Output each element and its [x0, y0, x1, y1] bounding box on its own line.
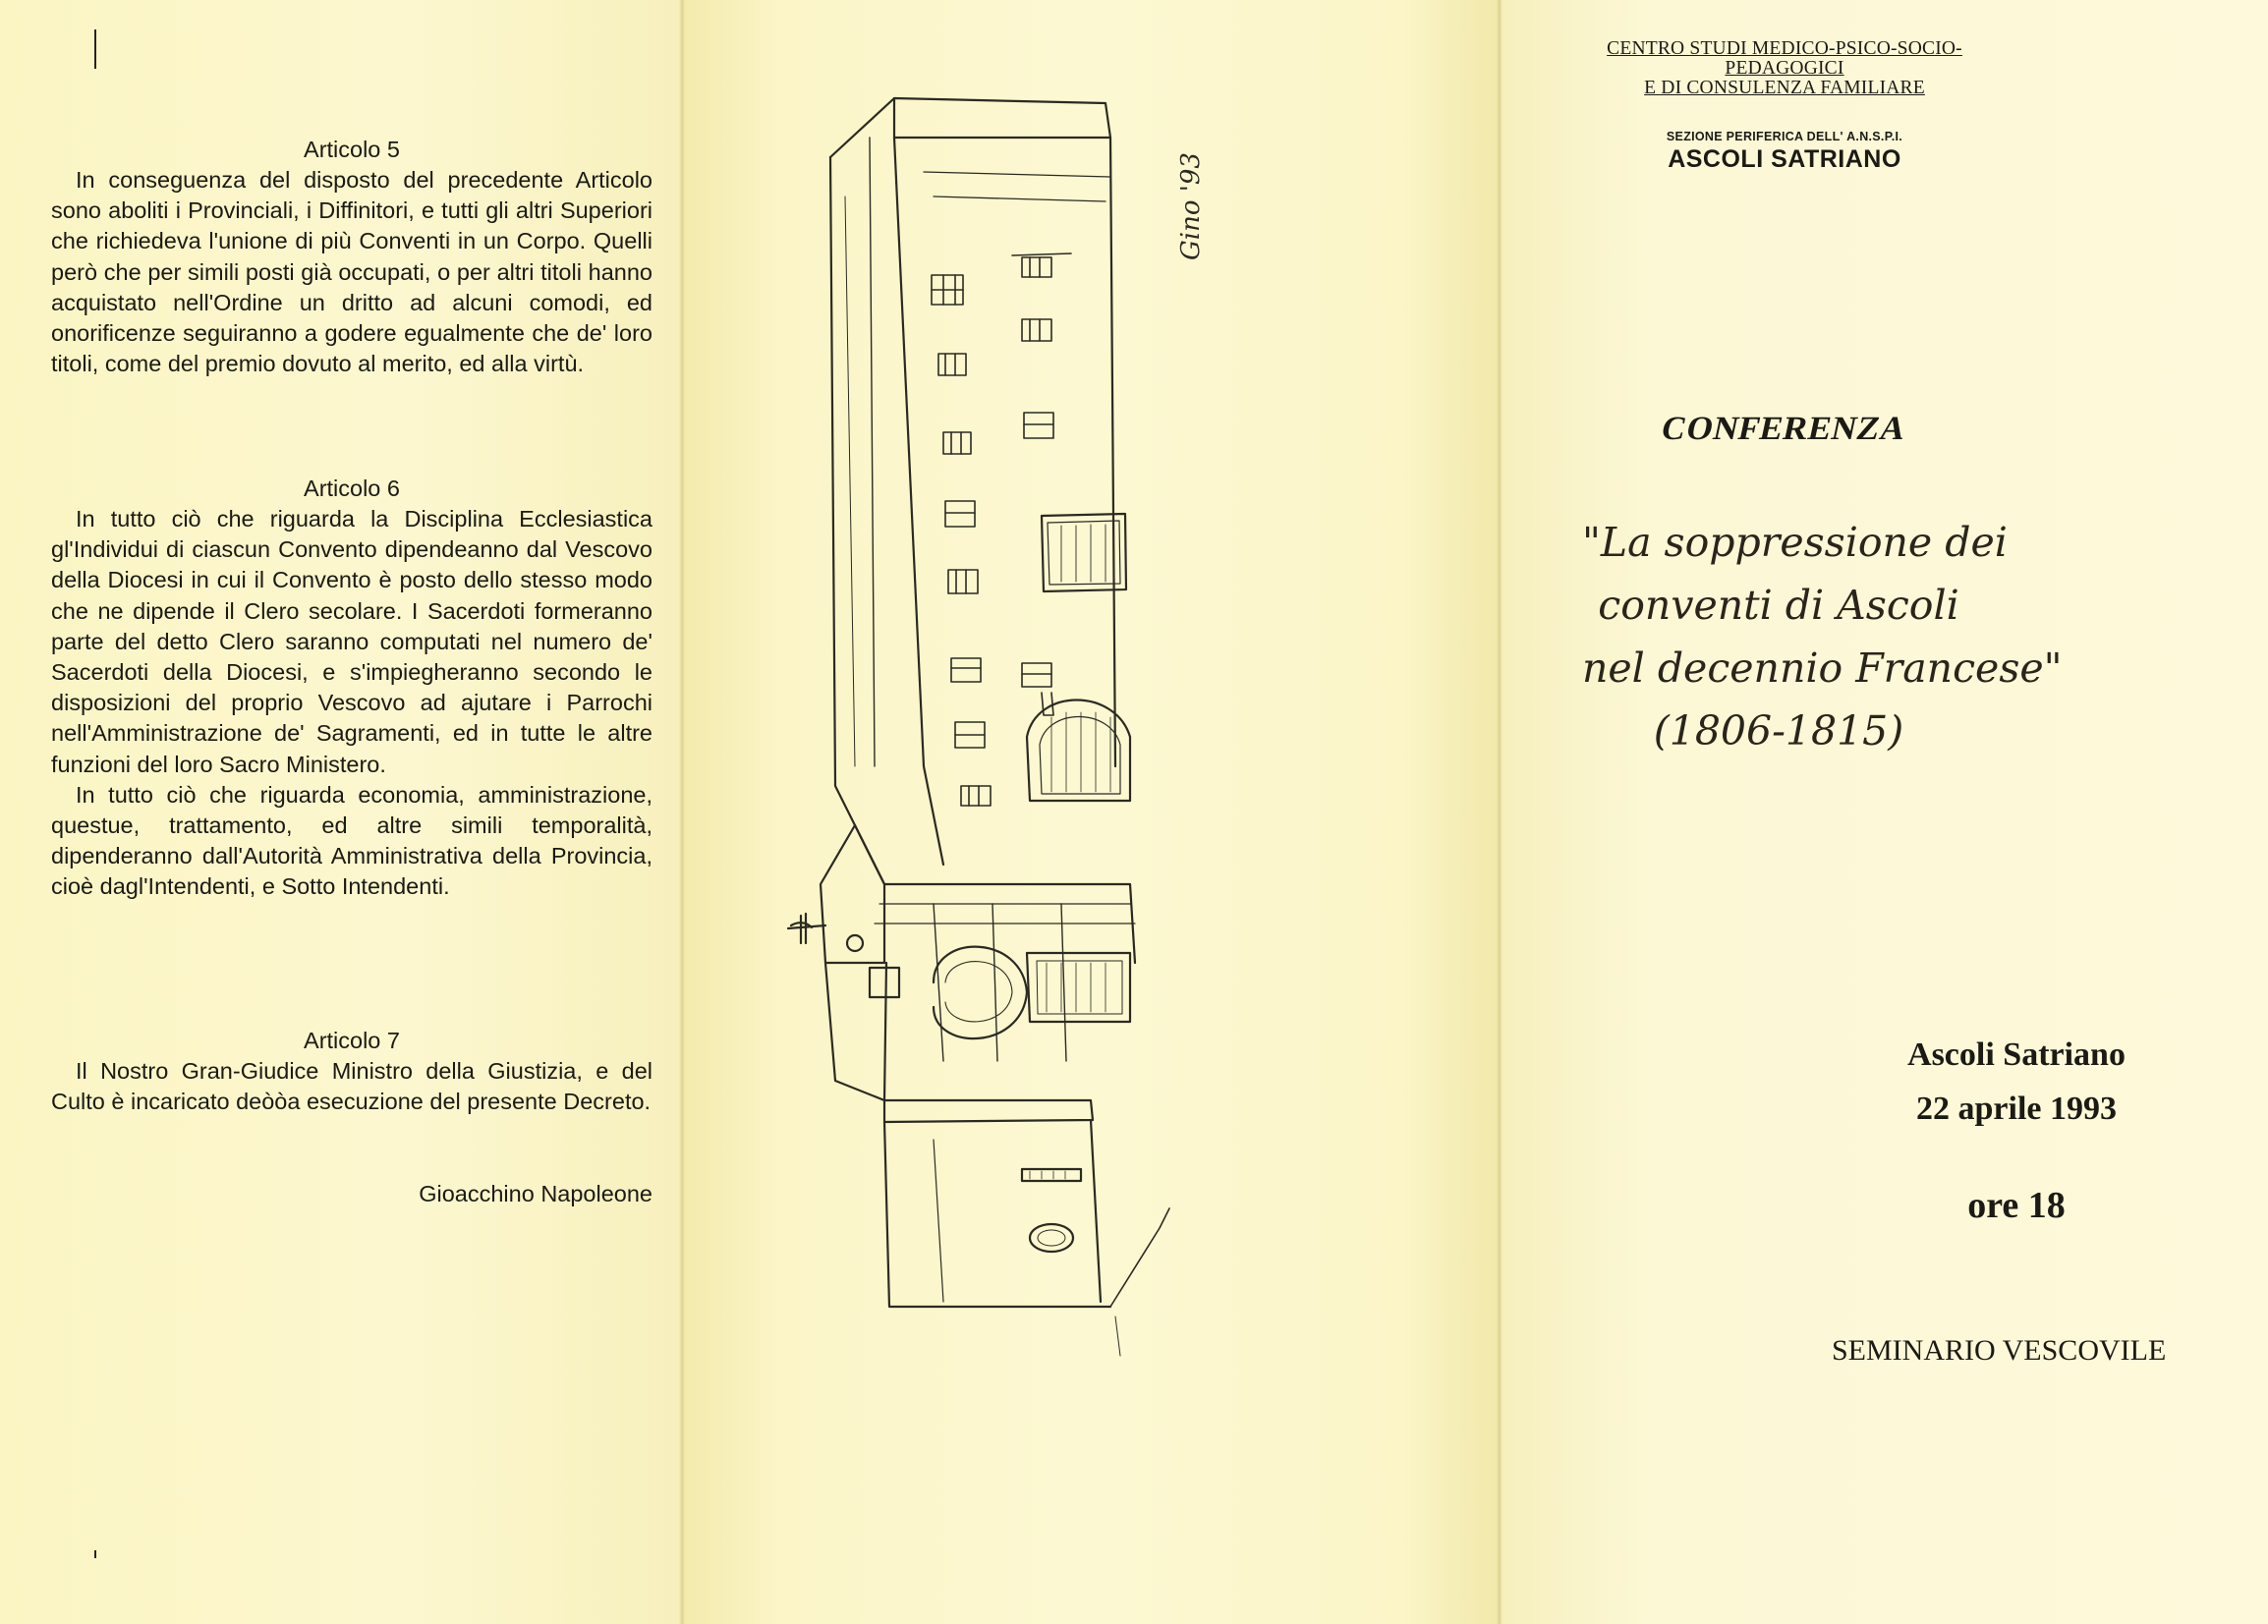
article-6-text: [51, 504, 652, 903]
article-5-text: [51, 165, 652, 379]
fold-line-right: [1497, 0, 1503, 1624]
event-date: 22 aprile 1993: [1916, 1091, 2117, 1127]
event-time: ore 18: [1967, 1185, 2066, 1226]
header-line-1: CENTRO STUDI MEDICO-PSICO-SOCIO-: [1607, 38, 1962, 59]
title-line-4: (1806-1815): [1653, 707, 1904, 755]
scan-mark: [94, 29, 96, 69]
church-sketch: [776, 79, 1425, 1385]
decree-signature: Gioacchino Napoleone: [419, 1181, 652, 1206]
header-line-2: PEDAGOGICI: [1725, 58, 1844, 79]
city-label: ASCOLI SATRIANO: [1668, 145, 1901, 173]
article-5-title: Articolo 5: [304, 137, 400, 162]
scan-mark: [94, 1550, 96, 1558]
right-panel: [1500, 0, 2268, 1624]
title-line-3: nel decennio Francese": [1582, 644, 2063, 692]
article-6-paragraph-2: In tutto ciò che riguarda economia, amministrazione, questue, trattamento, ed altre simili temporalità, dipenderanno dall'Autorità Amministrativa della Provincia, cioè dagl'Intendenti, e Sotto Intendenti.: [51, 781, 652, 900]
sketch-signature: Gino '93: [1176, 152, 1206, 260]
article-6-paragraph-1: In tutto ciò che riguarda la Disciplina Ecclesiastica gl'Individui di ciascun Convento dipendeanno dal Vescovo della Diocesi in cui il Convento è posto dello stesso modo che ne dipende il Clero secolare. I Sacerdoti formeranno parte del detto Clero saranno computati nel numero de' Sacerdoti della Diocesi, e s'impiegheranno secondo le disposizioni del proprio Vescovo ad ajutare i Parrochi nell'Amministrazione de' Sagramenti, ed in tutte le altre funzioni del loro Sacro Ministero.: [51, 506, 652, 777]
event-place: Ascoli Satriano: [1907, 1036, 2126, 1073]
title-line-1: "La soppressione dei: [1582, 519, 2008, 566]
title-line-2: conventi di Ascoli: [1598, 582, 1959, 629]
conference-title: [1582, 511, 2063, 762]
header-line-3: E DI CONSULENZA FAMILIARE: [1644, 78, 1925, 98]
article-5-paragraph: In conseguenza del disposto del precedente Articolo sono aboliti i Provinciali, i Diffinitori, e tutti gli altri Superiori che richiedeva l'unione di più Conventi in un Corpo. Quelli però che per simili posti già occupati, o per altri titoli hanno acquistato nell'Ordine un dritto ad alcuni comodi, ed onorificenze seguiranno a godere egualmente che de' loro titoli, come del premio dovuto al merito, ed alla virtù.: [51, 167, 652, 377]
section-label: SEZIONE PERIFERICA DELL' A.N.S.P.I.: [1666, 130, 1903, 143]
article-7-title: Articolo 7: [304, 1028, 400, 1053]
article-7-paragraph: Il Nostro Gran-Giudice Ministro della Giustizia, e del Culto è incaricato deòòa esecuzione del presente Decreto.: [51, 1058, 652, 1115]
article-7-text: [51, 1056, 652, 1117]
organization-header: [1563, 39, 2006, 98]
fold-line-left: [679, 0, 685, 1624]
article-6-title: Articolo 6: [304, 476, 400, 501]
event-type: CONFERENZA: [1658, 411, 1910, 447]
event-venue: SEMINARIO VESCOVILE: [1832, 1334, 2167, 1367]
